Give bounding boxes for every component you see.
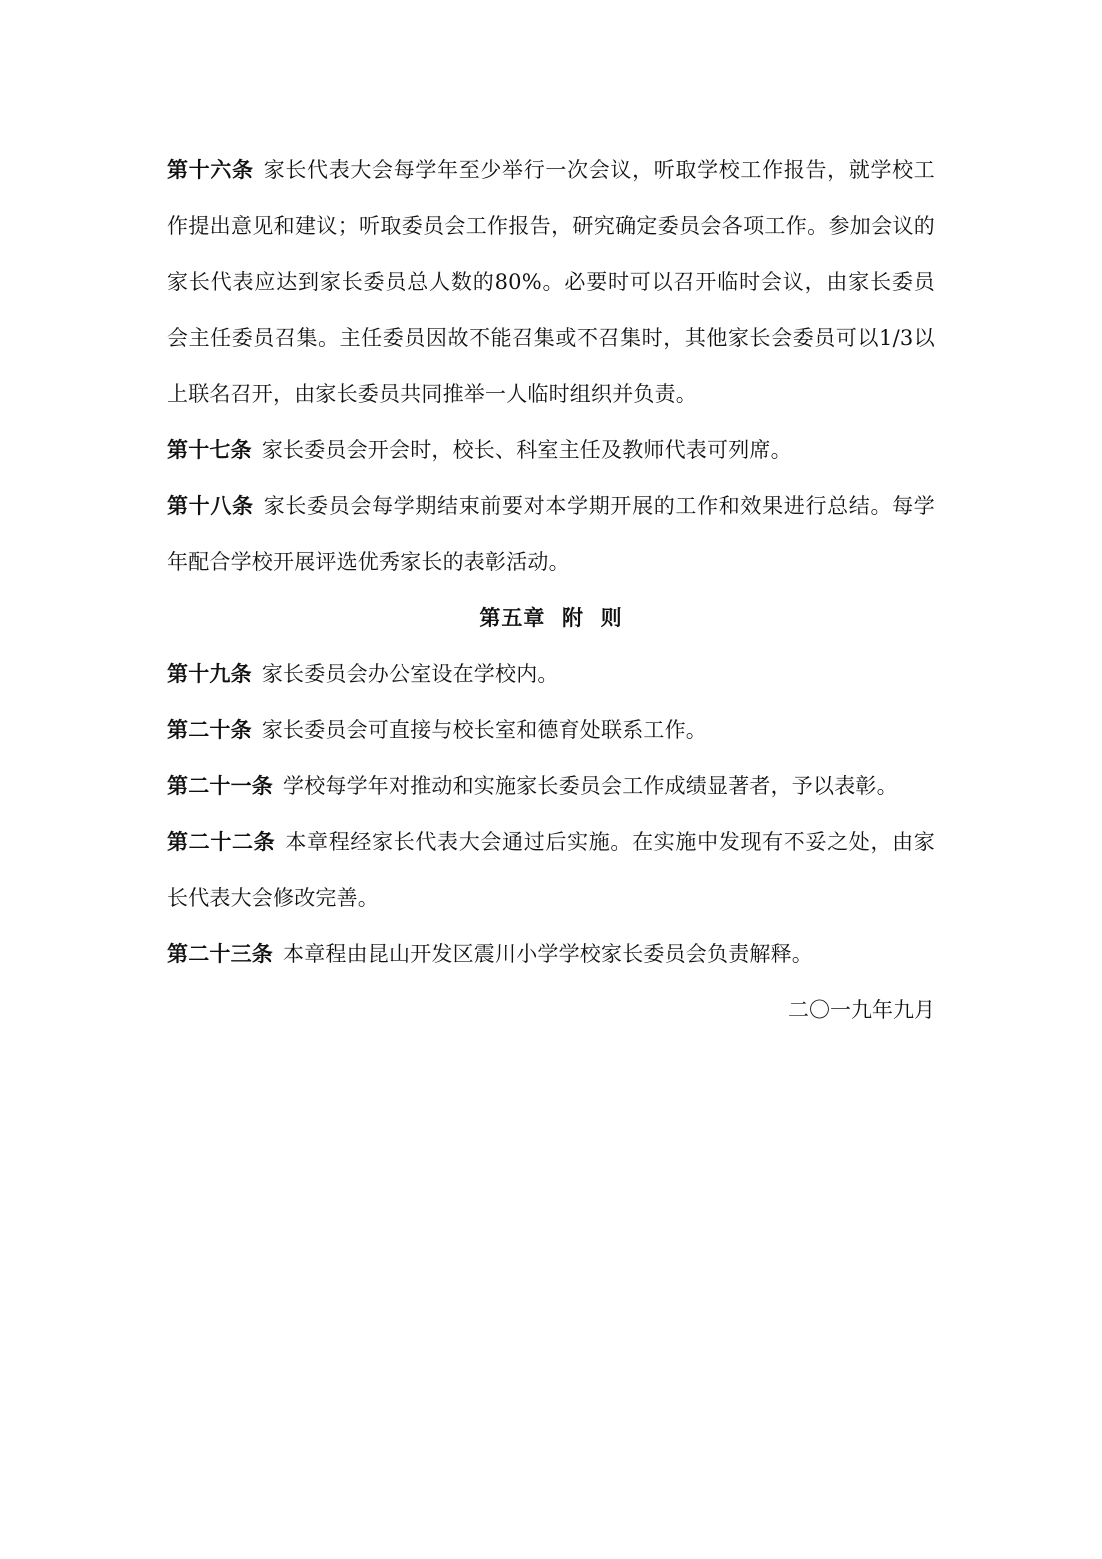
article-text: 家长委员会每学期结束前要对本学期开展的工作和效果进行总结。每学年配合学校开展评选优秀家长的表彰活动。 bbox=[167, 494, 935, 574]
article-number: 第二十二条 bbox=[167, 829, 276, 854]
article-21 bbox=[167, 758, 935, 814]
article-19 bbox=[167, 646, 935, 702]
document-date: 二〇一九年九月 bbox=[788, 998, 935, 1022]
article-number: 第二十三条 bbox=[167, 941, 273, 966]
article-number: 第十七条 bbox=[167, 437, 252, 462]
article-20 bbox=[167, 702, 935, 758]
article-22 bbox=[167, 814, 935, 926]
article-text: 本章程经家长代表大会通过后实施。在实施中发现有不妥之处，由家长代表大会修改完善。 bbox=[167, 830, 936, 910]
article-text: 本章程由昆山开发区震川小学学校家长委员会负责解释。 bbox=[283, 942, 813, 966]
article-number: 第十六条 bbox=[167, 157, 254, 182]
article-number: 第十八条 bbox=[167, 493, 254, 518]
chapter-heading: 第五章 附 则 bbox=[479, 605, 623, 630]
article-18 bbox=[167, 478, 935, 590]
article-number: 第十九条 bbox=[167, 661, 252, 686]
article-text: 家长委员会可直接与校长室和德育处联系工作。 bbox=[261, 718, 708, 742]
article-text: 学校每学年对推动和实施家长委员会工作成绩显著者，予以表彰。 bbox=[283, 774, 898, 798]
article-text: 家长委员会开会时，校长、科室主任及教师代表可列席。 bbox=[261, 438, 792, 462]
article-text: 家长委员会办公室设在学校内。 bbox=[261, 662, 559, 686]
article-16 bbox=[167, 142, 935, 422]
article-number: 第二十条 bbox=[167, 717, 252, 742]
article-number: 第二十一条 bbox=[167, 773, 273, 798]
article-17 bbox=[167, 422, 935, 478]
document-body bbox=[167, 142, 935, 1038]
article-23 bbox=[167, 926, 935, 982]
article-text: 家长代表大会每学年至少举行一次会议，听取学校工作报告，就学校工作提出意见和建议；听取委员会工作报告，研究确定委员会各项工作。参加会议的家长代表应达到家长委员总人数的80%。必要时可以召开临时会议，由家长委员会主任委员召集。主任委员因故不能召集或不召集时，其他家长会委员可以1/3以上联名召开，由家长委员共同推举一人临时组织并负责。 bbox=[167, 158, 935, 406]
